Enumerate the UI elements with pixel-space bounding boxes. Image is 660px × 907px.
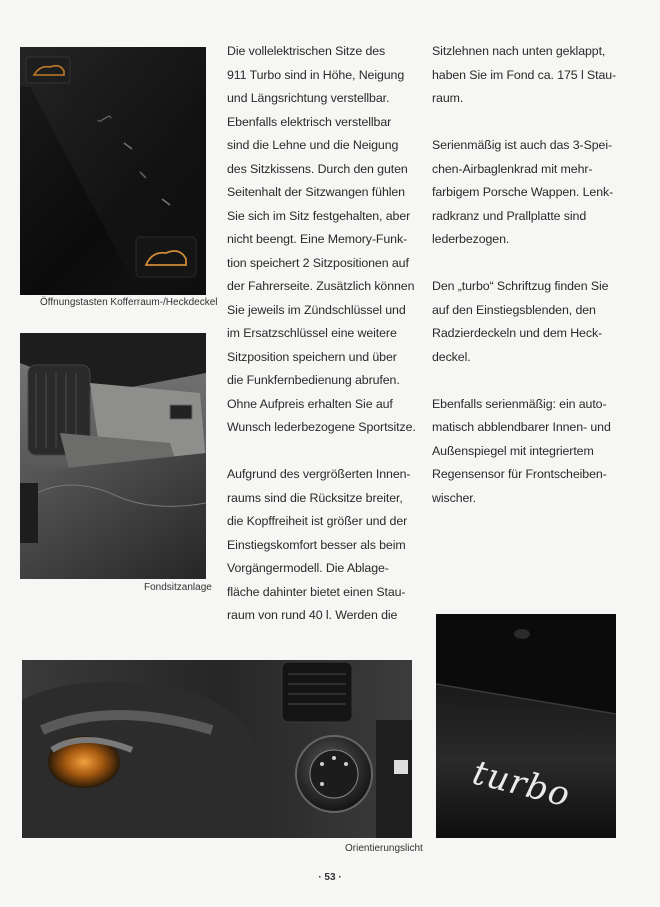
text-line: Sie sich im Sitz festgehalten, aber [227, 208, 411, 223]
text-line: 911 Turbo sind in Höhe, Neigung [227, 67, 405, 82]
text-line: Außenspiegel mit integriertem [432, 443, 594, 458]
text-line: Ebenfalls elektrisch verstellbar [227, 114, 392, 129]
text-line: chen-Airbaglenkrad mit mehr- [432, 161, 593, 176]
paragraph-seats [227, 40, 416, 440]
text-line: Ohne Aufpreis erhalten Sie auf [227, 396, 393, 411]
paragraph-storage [432, 40, 616, 111]
text-line: fläche dahinter bietet einen Stau- [227, 584, 406, 599]
photo-dashboard [22, 660, 412, 838]
caption-rear-seats: Fondsitzanlage [144, 582, 212, 593]
text-line: der Fahrerseite. Zusätzlich können [227, 279, 415, 293]
text-line: Wunsch lederbezogene Sportsitze. [227, 420, 416, 434]
text-line: nicht beengt. Eine Memory-Funk- [227, 232, 408, 246]
text-line: Regensensor für Frontscheiben- [432, 467, 607, 481]
text-line: tion speichert 2 Sitzpositionen auf [227, 255, 409, 270]
text-line: Serienmäßig ist auch das 3-Spei- [432, 138, 612, 152]
text-line: Ebenfalls serienmäßig: ein auto- [432, 396, 607, 411]
text-line: des Sitzkissens. Durch den guten [227, 161, 408, 176]
text-line: die Funkfernbedienung abrufen. [227, 373, 400, 387]
text-column-middle [227, 40, 416, 628]
text-line: lederbezogen. [432, 232, 510, 246]
caption-opening-buttons: Öffnungstasten Kofferraum-/Heckdeckel [40, 297, 218, 308]
text-line: matisch abblendbarer Innen- und [432, 420, 611, 434]
paragraph-rear-seats [227, 463, 416, 628]
page-number: · 53 · [318, 872, 342, 883]
photo-turbo-sill [436, 614, 616, 838]
svg-text:ʃ: ʃ [96, 113, 113, 126]
text-line: Einstiegskomfort besser als beim [227, 537, 406, 552]
text-column-right [432, 40, 616, 510]
dashboard-illustration [22, 660, 412, 838]
text-line: Den „turbo“ Schriftzug finden Sie [432, 279, 609, 293]
text-line: raum von rund 40 l. Werden die [227, 608, 398, 622]
opening-buttons-illustration [20, 47, 206, 295]
text-line: Sie jeweils im Zündschlüssel und [227, 302, 406, 317]
photo-opening-buttons [20, 47, 206, 295]
paragraph-mirror [432, 393, 616, 511]
text-line: die Kopffreiheit ist größer und der [227, 514, 408, 528]
caption-dashboard: Orientierungslicht [345, 843, 423, 854]
text-line: Vorgängermodell. Die Ablage- [227, 561, 389, 575]
photo-rear-seats [20, 333, 206, 579]
text-line: raum. [432, 91, 464, 105]
rear-seats-illustration [20, 333, 206, 579]
text-line: wischer. [432, 490, 476, 505]
turbo-lettering: turbo [468, 752, 575, 816]
paragraph-steering-wheel [432, 134, 616, 252]
text-line: raums sind die Rücksitze breiter, [227, 490, 403, 505]
text-line: Sitzlehnen nach unten geklappt, [432, 44, 606, 58]
text-line: und Längsrichtung verstellbar. [227, 91, 390, 105]
text-line: farbigem Porsche Wappen. Lenk- [432, 185, 614, 199]
text-line: deckel. [432, 349, 471, 364]
text-line: haben Sie im Fond ca. 175 l Stau- [432, 67, 617, 82]
text-line: Seitenhalt der Sitzwangen fühlen [227, 185, 405, 199]
text-line: sind die Lehne und die Neigung [227, 138, 399, 152]
text-line: Aufgrund des vergrößerten Innen- [227, 467, 411, 481]
text-line: radkranz und Prallplatte sind [432, 208, 587, 223]
paragraph-turbo-lettering [432, 275, 616, 369]
text-line: im Ersatzschlüssel eine weitere [227, 326, 397, 340]
text-line: Radzierdeckeln und dem Heck- [432, 326, 603, 340]
text-line: Die vollelektrischen Sitze des [227, 44, 386, 58]
text-line: Sitzposition speichern und über [227, 349, 397, 364]
text-line: auf den Einstiegsblenden, den [432, 302, 596, 317]
